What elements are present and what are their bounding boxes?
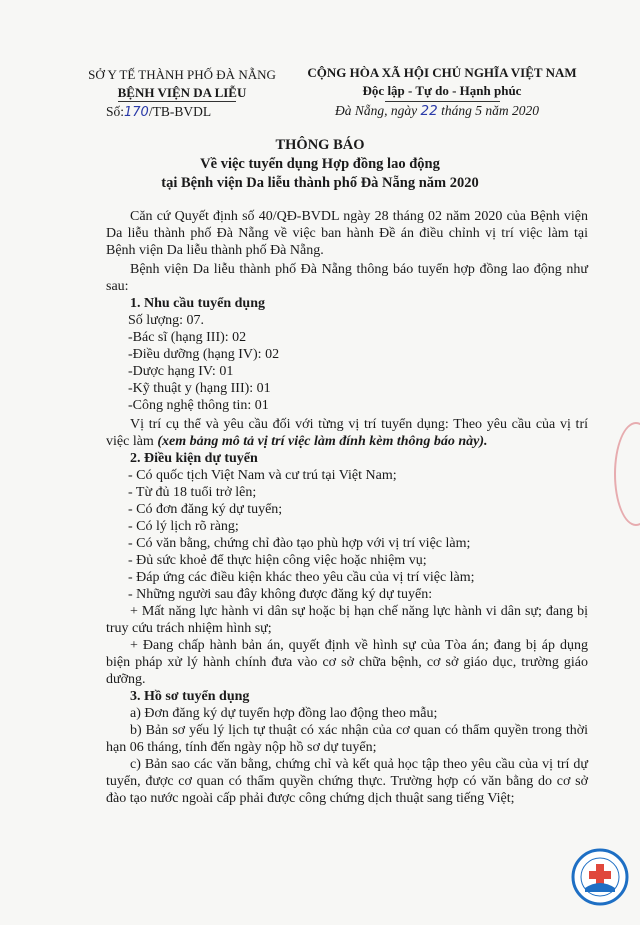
list-item: -Dược hạng IV: 01	[128, 364, 234, 379]
hospital-logo	[571, 848, 629, 906]
list-item: - Có quốc tịch Việt Nam và cư trú tại Việt Nam;	[128, 468, 397, 483]
notice-body	[106, 208, 588, 807]
section-3-item-b: b) Bản sơ yếu lý lịch tự thuật có xác nhận của cơ quan có thẩm quyền trong thời hạn 06 tháng, tính đến ngày nộp hồ sơ dự tuyển;	[106, 723, 588, 755]
list-item: -Kỹ thuật y (hạng III): 01	[128, 381, 271, 396]
list-item: -Bác sĩ (hạng III): 02	[128, 330, 247, 345]
list-item: - Từ đủ 18 tuổi trở lên;	[128, 485, 257, 500]
list-item: - Những người sau đây không được đăng ký dự tuyển:	[128, 587, 433, 602]
document-number	[106, 104, 211, 120]
list-item: - Có đơn đăng ký dự tuyển;	[128, 502, 283, 517]
doc-number-prefix: Số:	[106, 104, 125, 119]
department-name: SỞ Y TẾ THÀNH PHỐ ĐÀ NẴNG	[88, 67, 276, 82]
date-prefix: Đà Nẵng, ngày	[335, 103, 421, 118]
national-motto: Độc lập - Tự do - Hạnh phúc	[362, 83, 522, 98]
list-item: -Điều dưỡng (hạng IV): 02	[128, 347, 280, 362]
hospital-name: BỆNH VIỆN DA LIỄU	[117, 85, 247, 100]
list-item: Số lượng: 07.	[128, 313, 205, 328]
date-suffix: tháng 5 năm 2020	[437, 103, 539, 118]
header-divider-right	[385, 101, 500, 102]
national-header	[296, 64, 588, 100]
date-day: 22	[420, 103, 438, 119]
section-1-note-text: Vị trí cụ thể và yêu cầu đối với từng vị trí tuyển dụng: Theo yêu cầu của vị trí việc làm	[106, 417, 588, 449]
country-name: CỘNG HÒA XÃ HỘI CHỦ NGHĨA VIỆT NAM	[307, 65, 577, 80]
section-1-note	[106, 416, 588, 450]
agency-header	[72, 66, 292, 102]
intro-paragraph-1: Căn cứ Quyết định số 40/QĐ-BVDL ngày 28 tháng 02 năm 2020 của Bệnh viện Da liễu thành phố Đà Nẵng về việc ban hành Đề án điều chỉnh vị trí việc làm tại Bệnh viện Da liễu thành phố Đà Nẵng.	[106, 209, 588, 258]
section-1-note-emphasis: (xem bảng mô tả vị trí việc làm đính kèm thông báo này).	[157, 434, 488, 449]
notice-subject-line2: tại Bệnh viện Da liễu thành phố Đà Nẵng năm 2020	[161, 175, 479, 191]
section-2-sub-item-1: + Mất năng lực hành vi dân sự hoặc bị hạn chế năng lực hành vi dân sự; đang bị truy cứu trách nhiệm hình sự;	[106, 604, 588, 636]
section-2-sub-item-2: + Đang chấp hành bản án, quyết định về hình sự của Tòa án; đang bị áp dụng biện pháp xử lý hành chính đưa vào cơ sở chữa bệnh, cơ sở giáo dục, trường giáo dưỡng.	[106, 638, 588, 687]
document-date	[335, 103, 539, 119]
notice-subject-line1: Về việc tuyển dụng Hợp đồng lao động	[200, 156, 440, 172]
section-3-item-a: a) Đơn đăng ký dự tuyển hợp đồng lao động theo mẫu;	[130, 706, 438, 721]
section-3-heading: 3. Hồ sơ tuyển dụng	[130, 689, 250, 704]
list-item: - Đủ sức khoẻ để thực hiện công việc hoặc nhiệm vụ;	[128, 553, 427, 568]
doc-number-suffix: /TB-BVDL	[148, 104, 212, 119]
section-3-item-c: c) Bản sao các văn bằng, chứng chỉ và kết quả học tập theo yêu cầu của vị trí dự tuyển, được cơ quan có thẩm quyền chứng thực. Trường hợp có văn bằng do cơ sở đào tạo nước ngoài cấp phải được công chứng dịch thuật sang tiếng Việt;	[106, 757, 588, 806]
section-1-heading: 1. Nhu cầu tuyển dụng	[130, 296, 265, 311]
doc-number-value: 170	[124, 105, 149, 120]
intro-paragraph-2: Bệnh viện Da liễu thành phố Đà Nẵng thông báo tuyển hợp đồng lao động như sau:	[106, 262, 588, 294]
list-item: - Có văn bằng, chứng chỉ đào tạo phù hợp với vị trí việc làm;	[128, 536, 471, 551]
section-2-heading: 2. Điều kiện dự tuyển	[130, 451, 258, 466]
notice-title: THÔNG BÁO	[275, 137, 365, 153]
list-item: - Đáp ứng các điều kiện khác theo yêu cầu của vị trí việc làm;	[128, 570, 475, 585]
header-divider-left	[118, 101, 236, 102]
stamp-mark	[614, 422, 640, 526]
list-item: - Có lý lịch rõ ràng;	[128, 519, 239, 534]
list-item: -Công nghệ thông tin: 01	[128, 398, 269, 413]
